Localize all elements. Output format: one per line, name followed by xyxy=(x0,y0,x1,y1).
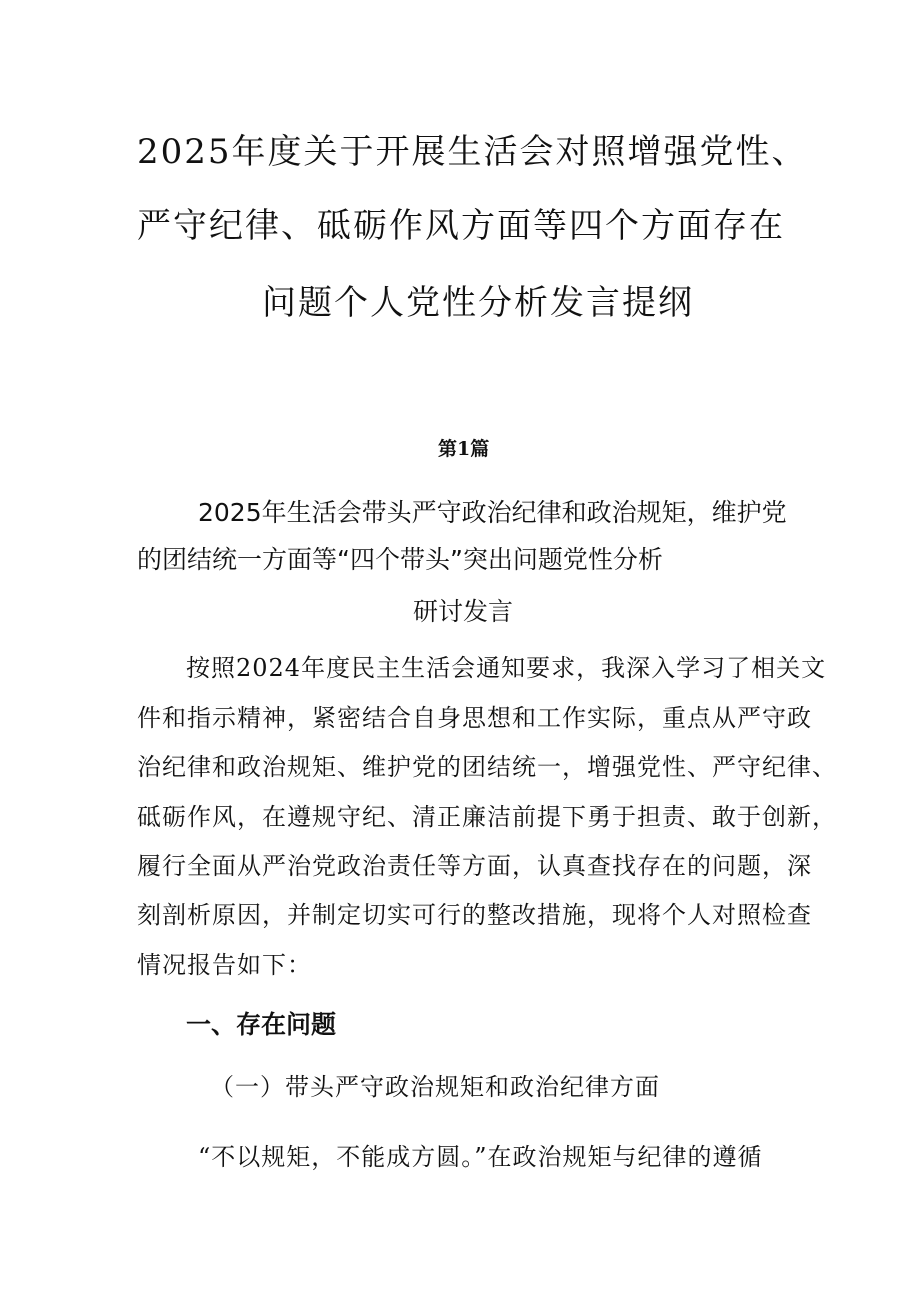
intro-paragraph-line-6: 刻剖析原因，并制定切实可行的整改措施，现将个人对照检查 xyxy=(137,901,812,929)
intro-paragraph-line-1: 按照2024年度民主生活会通知要求，我深入学习了相关文 xyxy=(186,654,827,682)
speech-title-line-3: 研讨发言 xyxy=(413,597,514,626)
document-title-line-3: 问题个人党性分析发言提纲 xyxy=(262,283,694,323)
section-heading: 一、存在问题 xyxy=(186,1010,337,1039)
intro-paragraph-line-4: 砥砺作风，在遵规守纪、清正廉洁前提下勇于担责、敢于创新， xyxy=(137,803,837,831)
intro-paragraph-line-3: 治纪律和政治规矩、维护党的团结统一，增强党性、严守纪律、 xyxy=(137,753,837,781)
subsection-heading: （一）带头严守政治规矩和政治纪律方面 xyxy=(210,1073,660,1101)
chapter-label: 第1篇 xyxy=(438,438,490,460)
intro-paragraph-line-2: 件和指示精神，紧密结合自身思想和工作实际，重点从严守政 xyxy=(137,704,812,732)
speech-title-line-2: 的团结统一方面等“四个带头”突出问题党性分析 xyxy=(137,545,663,574)
document-title-line-1: 2025年度关于开展生活会对照增强党性、 xyxy=(137,132,808,172)
intro-paragraph-line-5: 履行全面从严治党政治责任等方面，认真查找存在的问题，深 xyxy=(137,852,812,880)
document-title-line-2: 严守纪律、砥砺作风方面等四个方面存在 xyxy=(137,206,785,246)
intro-paragraph-line-7: 情况报告如下： xyxy=(137,951,312,979)
quote-paragraph-line-1: “不以规矩，不能成方圆。”在政治规矩与纪律的遵循 xyxy=(198,1143,763,1171)
speech-title-line-1: 2025年生活会带头严守政治纪律和政治规矩，维护党 xyxy=(198,498,787,527)
